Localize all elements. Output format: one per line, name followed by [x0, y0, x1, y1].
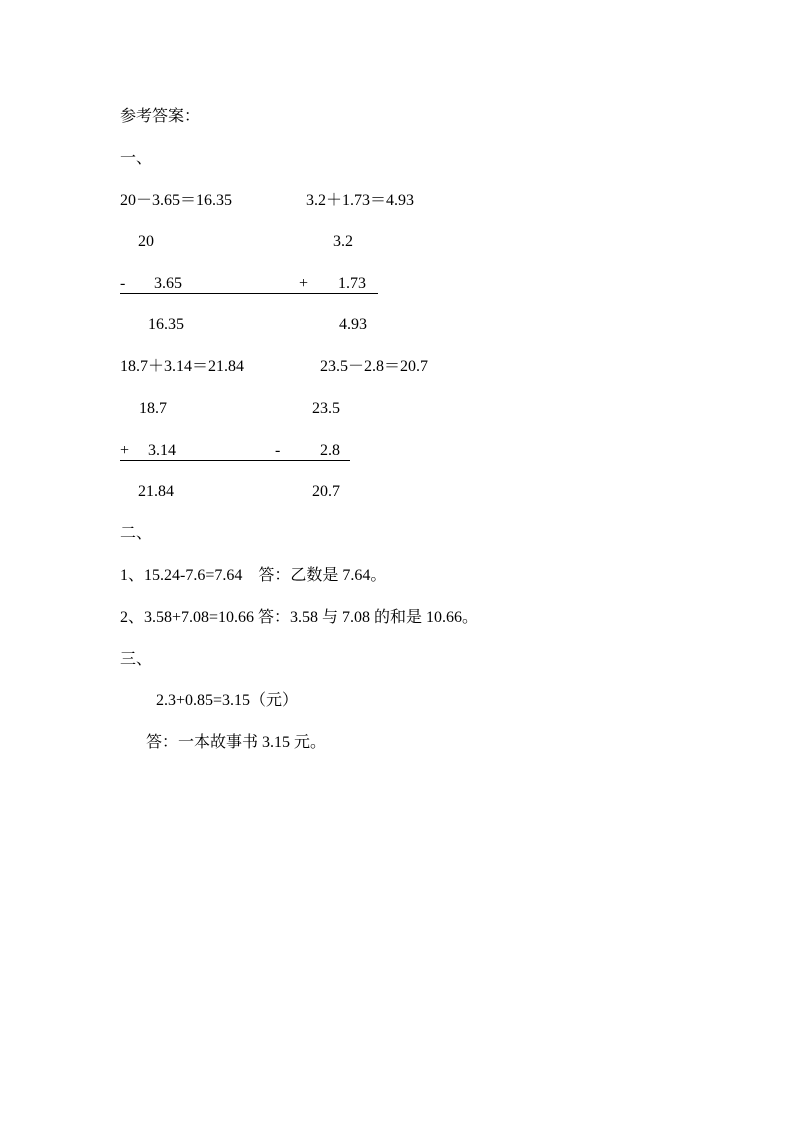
- section-1-label: 一、: [120, 150, 153, 167]
- answer-3-equation: 2.3+0.85=3.15（元）: [156, 692, 299, 709]
- vertical-2-operand: 1.73: [338, 275, 366, 292]
- equation-4: 23.5－2.8＝20.7: [320, 358, 429, 375]
- vertical-3-rule: [120, 460, 350, 461]
- vertical-1-top: 20: [138, 233, 154, 250]
- page-heading: 参考答案：: [120, 108, 201, 125]
- vertical-1-operator: -: [120, 275, 126, 292]
- vertical-3-top: 18.7: [139, 400, 167, 417]
- vertical-3-result: 21.84: [138, 483, 174, 500]
- vertical-2-operator: +: [299, 275, 309, 292]
- equation-3: 18.7＋3.14＝21.84: [120, 358, 245, 375]
- vertical-2-result: 4.93: [339, 316, 367, 333]
- equation-2: 3.2＋1.73＝4.93: [306, 192, 415, 209]
- section-3-label: 三、: [120, 651, 153, 668]
- vertical-4-top: 23.5: [312, 400, 340, 417]
- equation-1: 20－3.65＝16.35: [120, 192, 233, 209]
- vertical-4-operand: 2.8: [320, 442, 340, 459]
- vertical-1-result: 16.35: [148, 316, 184, 333]
- answer-3-statement: 答：一本故事书 3.15 元。: [146, 734, 327, 751]
- section-2-label: 二、: [120, 525, 153, 542]
- vertical-4-result: 20.7: [312, 483, 340, 500]
- vertical-3-operand: 3.14: [148, 442, 176, 459]
- vertical-1-operand: 3.65: [154, 275, 182, 292]
- vertical-1-rule: [120, 293, 378, 294]
- answer-2-1: 1、15.24-7.6=7.64 答：乙数是 7.64。: [120, 567, 387, 584]
- vertical-4-operator: -: [275, 442, 281, 459]
- vertical-2-top: 3.2: [333, 233, 353, 250]
- vertical-3-operator: +: [120, 442, 130, 459]
- answer-2-2: 2、3.58+7.08=10.66 答：3.58 与 7.08 的和是 10.66。: [120, 609, 479, 626]
